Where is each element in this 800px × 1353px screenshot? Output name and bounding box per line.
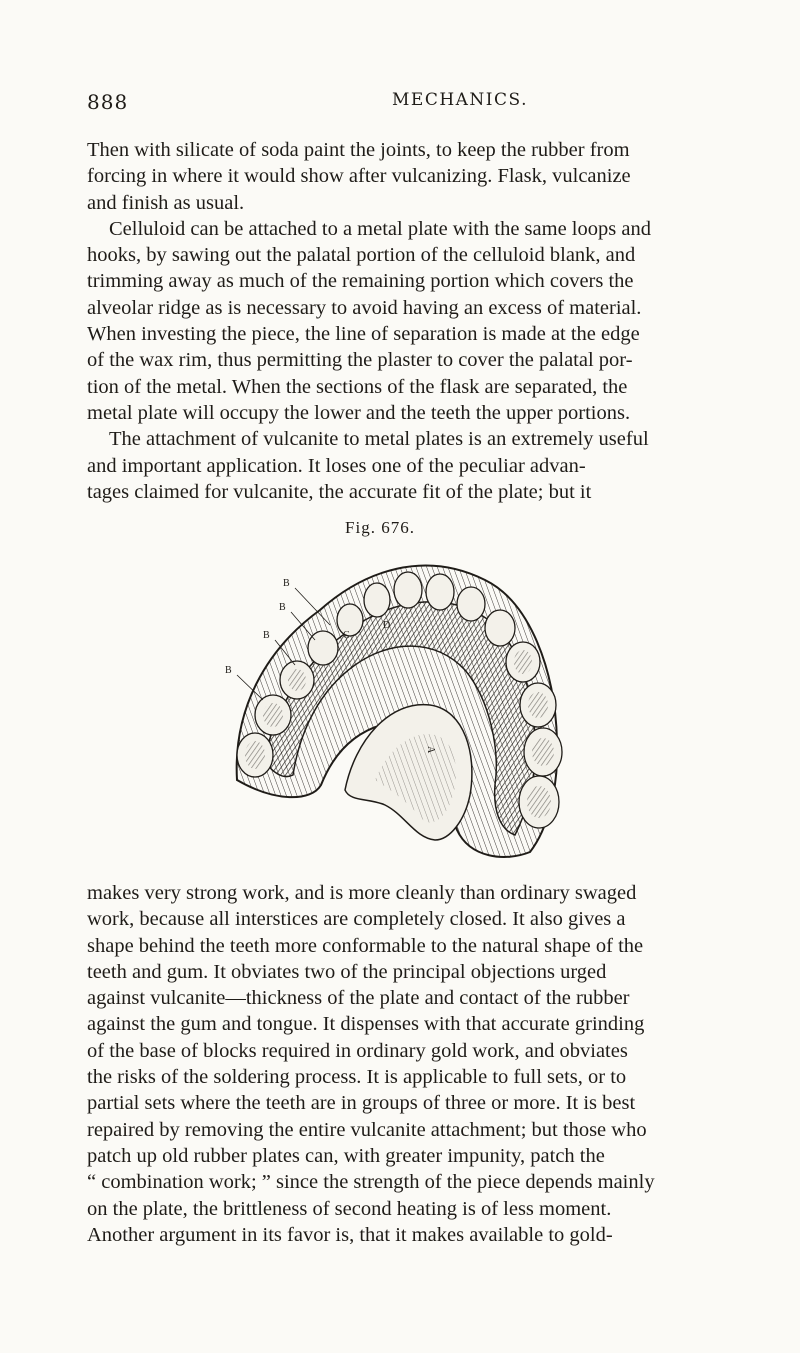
text-line: Another argument in its favor is, that it makes available to gold- bbox=[87, 1223, 613, 1246]
paragraph bbox=[87, 426, 732, 505]
tooth bbox=[485, 610, 515, 646]
figure-676 bbox=[225, 518, 575, 863]
text-line: patch up old rubber plates can, with greater impunity, patch the bbox=[87, 1144, 605, 1167]
text-line: of the base of blocks required in ordinary gold work, and obviates bbox=[87, 1039, 628, 1062]
text-block-bottom bbox=[87, 880, 732, 1248]
text-line: forcing in where it would show after vulcanizing. Flask, vulcanize bbox=[87, 165, 631, 188]
text-line: and important application. It loses one of the peculiar advan- bbox=[87, 454, 586, 477]
text-line: against vulcanite—thickness of the plate and contact of the rubber bbox=[87, 987, 630, 1010]
label-a: A bbox=[425, 746, 436, 754]
text-line: Celluloid can be attached to a metal plate with the same loops and bbox=[109, 217, 651, 240]
text-line: against the gum and tongue. It dispenses with that accurate grinding bbox=[87, 1013, 645, 1036]
tooth bbox=[337, 604, 363, 636]
dental-plate-illustration bbox=[225, 540, 575, 860]
text-line: metal plate will occupy the lower and the teeth the upper portions. bbox=[87, 401, 631, 424]
paragraph bbox=[87, 216, 732, 426]
text-line: repaired by removing the entire vulcanite attachment; but those who bbox=[87, 1118, 647, 1141]
tooth bbox=[426, 574, 454, 610]
text-line: tion of the metal. When the sections of the flask are separated, the bbox=[87, 375, 628, 398]
text-line: The attachment of vulcanite to metal plates is an extremely useful bbox=[109, 428, 649, 451]
paragraph bbox=[87, 880, 732, 1248]
text-line: hooks, by sawing out the palatal portion of the celluloid blank, and bbox=[87, 244, 636, 267]
text-line: on the plate, the brittleness of second heating is of less moment. bbox=[87, 1197, 612, 1220]
label-b: B bbox=[263, 630, 270, 641]
text-line: the risks of the soldering process. It is applicable to full sets, or to bbox=[87, 1066, 627, 1089]
page-number: 888 bbox=[87, 90, 129, 114]
label-b: B bbox=[279, 602, 286, 613]
text-line: makes very strong work, and is more cleanly than ordinary swaged bbox=[87, 882, 637, 904]
text-line: alveolar ridge as is necessary to avoid having an excess of material. bbox=[87, 296, 642, 319]
page-header bbox=[87, 90, 732, 116]
text-line: work, because all interstices are completely closed. It also gives a bbox=[87, 908, 626, 931]
text-line: and finish as usual. bbox=[87, 191, 245, 214]
label-d: D bbox=[383, 620, 391, 631]
label-c: C bbox=[343, 630, 350, 641]
running-head: MECHANICS. bbox=[392, 90, 528, 110]
text-line: tages claimed for vulcanite, the accurate fit of the plate; but it bbox=[87, 480, 592, 503]
text-block-top bbox=[87, 137, 732, 505]
paragraph bbox=[87, 137, 732, 216]
figure-caption: Fig. 676. bbox=[345, 518, 415, 537]
text-line: Then with silicate of soda paint the joints, to keep the rubber from bbox=[87, 139, 630, 161]
text-line: teeth and gum. It obviates two of the principal objections urged bbox=[87, 960, 607, 983]
text-line: When investing the piece, the line of separation is made at the edge bbox=[87, 323, 640, 346]
tooth bbox=[364, 583, 390, 617]
tooth bbox=[308, 631, 338, 665]
text-line: of the wax rim, thus permitting the plaster to cover the palatal por- bbox=[87, 349, 633, 372]
text-line: “ combination work; ” since the strength of the piece depends mainly bbox=[87, 1171, 655, 1194]
text-line: shape behind the teeth more conformable to the natural shape of the bbox=[87, 934, 644, 957]
tooth bbox=[394, 572, 422, 608]
label-b: B bbox=[283, 578, 290, 589]
text-line: trimming away as much of the remaining portion which covers the bbox=[87, 270, 634, 293]
tooth bbox=[457, 587, 485, 621]
label-b: B bbox=[225, 665, 232, 676]
text-line: partial sets where the teeth are in groups of three or more. It is best bbox=[87, 1092, 636, 1115]
